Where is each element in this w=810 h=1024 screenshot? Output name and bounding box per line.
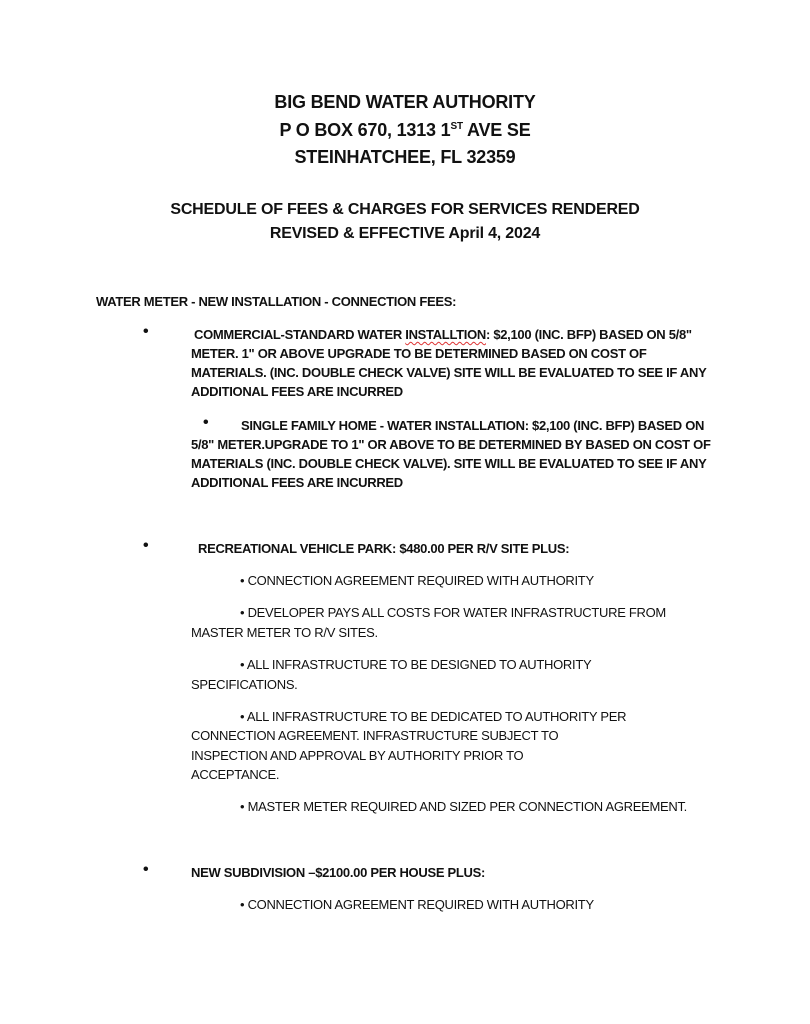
org-name: BIG BEND WATER AUTHORITY bbox=[274, 92, 536, 112]
rv-park-item-2-line-2: MASTER METER TO R/V SITES. bbox=[191, 625, 378, 640]
section-heading: WATER METER - NEW INSTALLATION - CONNECTION FEES: bbox=[96, 294, 457, 309]
commercial-bullet: • bbox=[143, 323, 149, 340]
single-family-line-4: ADDITIONAL FEES ARE INCURRED bbox=[191, 475, 403, 490]
rv-park-item-5: • MASTER METER REQUIRED AND SIZED PER CONNECTION AGREEMENT. bbox=[240, 799, 687, 814]
org-city: STEINHATCHEE, FL 32359 bbox=[294, 147, 516, 167]
rv-park-item-4-line-1: • ALL INFRASTRUCTURE TO BE DEDICATED TO AUTHORITY PER bbox=[240, 709, 627, 724]
subdivision-title: NEW SUBDIVISION –$2100.00 PER HOUSE PLUS: bbox=[191, 865, 486, 880]
rv-park-item-4-line-4: ACCEPTANCE. bbox=[191, 767, 280, 782]
org-address bbox=[0, 120, 810, 141]
address-prefix: P O BOX 670, 1313 1 bbox=[279, 120, 451, 140]
commercial-misspelled-word: INSTALLTION bbox=[405, 327, 486, 342]
single-family-line-1: SINGLE FAMILY HOME - WATER INSTALLATION: $2,100 (INC. BFP) BASED ON bbox=[241, 418, 705, 433]
rv-park-title: RECREATIONAL VEHICLE PARK: $480.00 PER R/V SITE PLUS: bbox=[198, 541, 570, 556]
schedule-revised: REVISED & EFFECTIVE April 4, 2024 bbox=[269, 225, 541, 242]
commercial-line-4: ADDITIONAL FEES ARE INCURRED bbox=[191, 384, 403, 399]
subdivision-item-1: • CONNECTION AGREEMENT REQUIRED WITH AUTHORITY bbox=[240, 897, 594, 912]
commercial-line-2: METER. 1" OR ABOVE UPGRADE TO BE DETERMINED BASED ON COST OF bbox=[191, 346, 647, 361]
rv-park-item-2-line-1: • DEVELOPER PAYS ALL COSTS FOR WATER INFRASTRUCTURE FROM bbox=[240, 605, 666, 620]
commercial-line-3: MATERIALS. (INC. DOUBLE CHECK VALVE) SITE WILL BE EVALUATED TO SEE IF ANY bbox=[191, 365, 707, 380]
single-family-bullet: • bbox=[203, 414, 209, 431]
address-suffix: AVE SE bbox=[462, 120, 531, 140]
rv-park-item-4-line-3: INSPECTION AND APPROVAL BY AUTHORITY PRIOR TO bbox=[191, 748, 524, 763]
rv-park-item-3-line-2: SPECIFICATIONS. bbox=[191, 677, 298, 692]
rv-park-item-3-line-1: • ALL INFRASTRUCTURE TO BE DESIGNED TO AUTHORITY bbox=[240, 657, 592, 672]
rv-park-item-1: • CONNECTION AGREEMENT REQUIRED WITH AUTHORITY bbox=[240, 573, 594, 588]
rv-park-item-4-line-2: CONNECTION AGREEMENT. INFRASTRUCTURE SUBJECT TO bbox=[191, 728, 559, 743]
single-family-line-2: 5/8" METER.UPGRADE TO 1" OR ABOVE TO BE DETERMINED BY BASED ON COST OF bbox=[191, 437, 711, 452]
subdivision-bullet: • bbox=[143, 861, 149, 878]
commercial-line-1c: : $2,100 (INC. BFP) BASED ON 5/8" bbox=[485, 327, 692, 342]
schedule-title: SCHEDULE OF FEES & CHARGES FOR SERVICES RENDERED bbox=[170, 201, 640, 218]
address-ordinal: ST bbox=[450, 121, 463, 132]
commercial-line-1a: COMMERCIAL-STANDARD WATER bbox=[194, 327, 406, 342]
rv-park-bullet: • bbox=[143, 537, 149, 554]
commercial-line-1 bbox=[194, 327, 692, 342]
single-family-line-3: MATERIALS (INC. DOUBLE CHECK VALVE). SITE WILL BE EVALUATED TO SEE IF ANY bbox=[191, 456, 707, 471]
